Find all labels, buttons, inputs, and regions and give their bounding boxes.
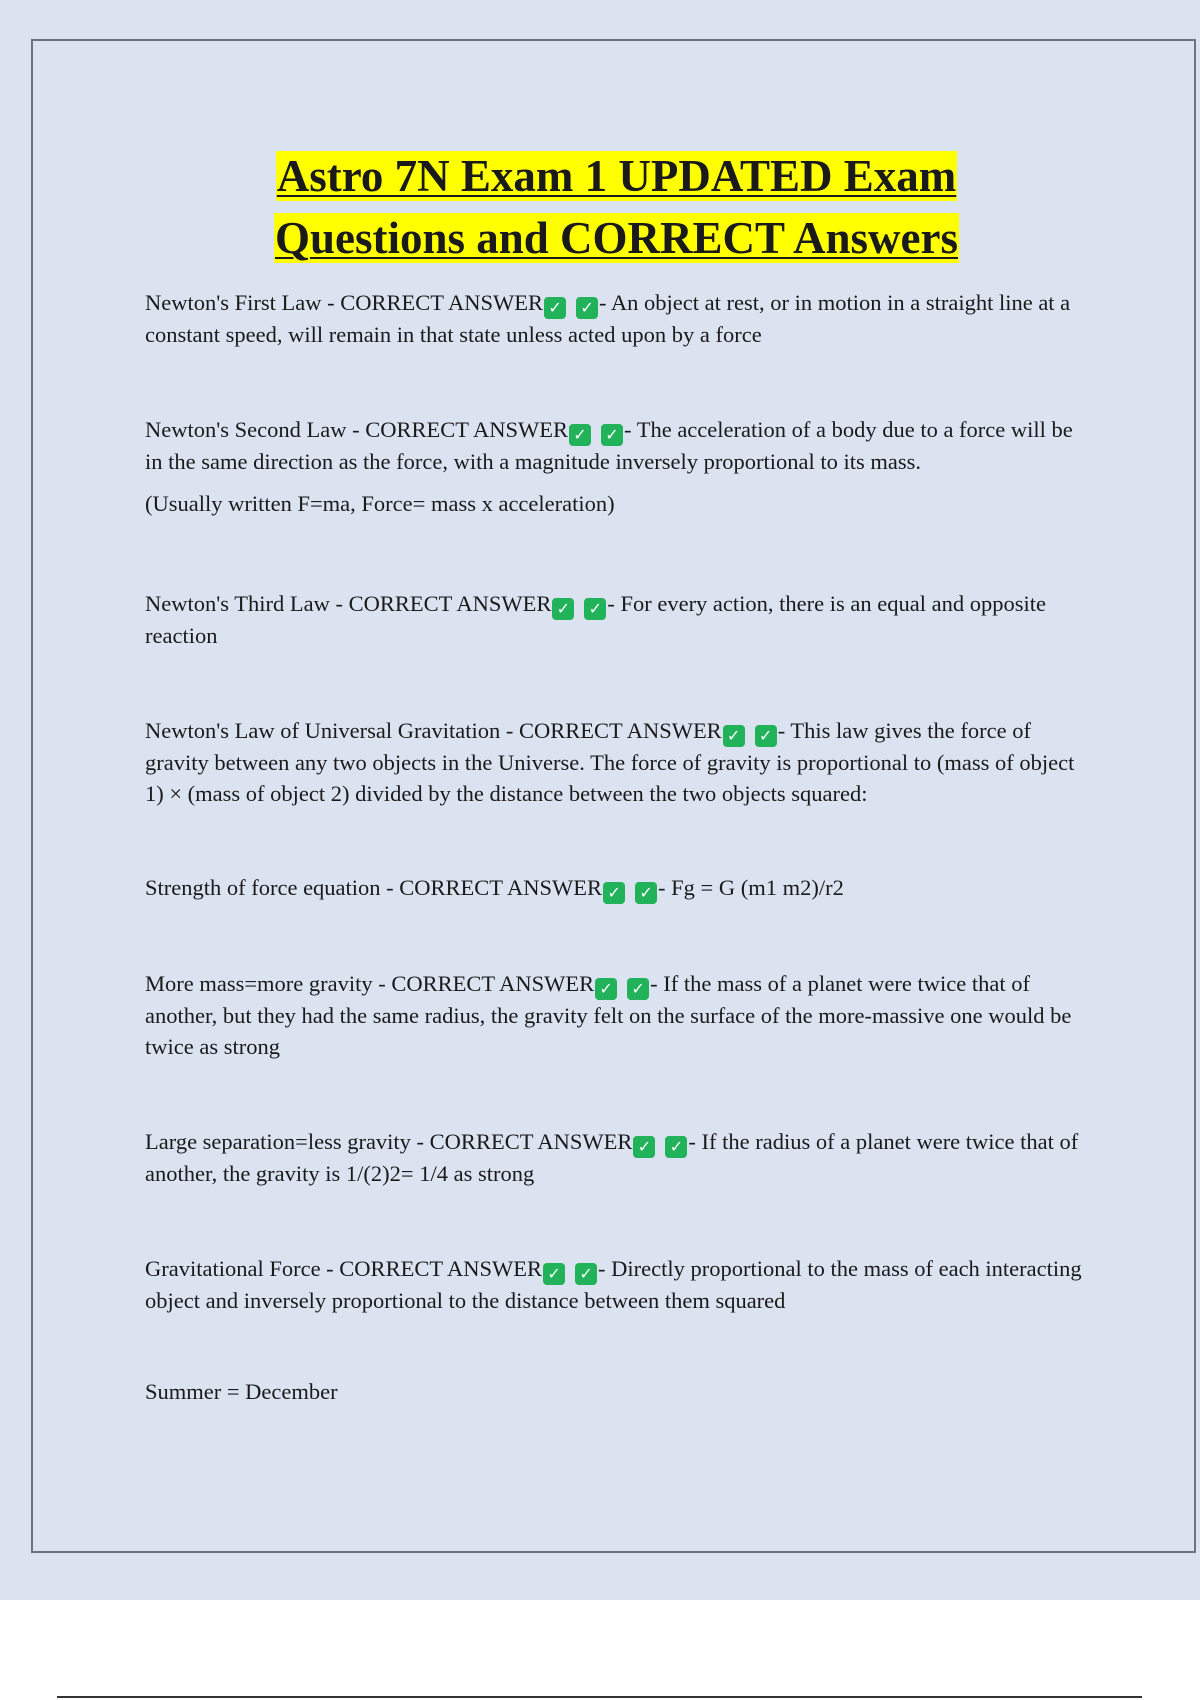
entry-term: More mass=more gravity - CORRECT ANSWER [145, 971, 595, 996]
check-mark-icon: ✓ [544, 297, 566, 319]
entry-term: Newton's Second Law - CORRECT ANSWER [145, 417, 568, 442]
check-mark-icon: ✓ [633, 1136, 655, 1158]
check-mark-icon: ✓ [543, 1263, 565, 1285]
check-mark-icon: ✓ [635, 882, 657, 904]
qa-entry-first-law [145, 287, 1090, 350]
entry-term: Newton's Law of Universal Gravitation - CORRECT ANSWER [145, 718, 722, 743]
qa-entry-force-equation [145, 872, 1090, 904]
entry-answer: - This law gives the force of gravity between any two objects in the Universe. The force of gravity is proportional to (mass of object 1) × (mass of object 2) divided by the distance between the two objects squared: [145, 718, 1075, 806]
check-mark-icon: ✓ [665, 1136, 687, 1158]
entry-answer: - If the radius of a planet were twice that of another, the gravity is 1/(2)2= 1/4 as strong [145, 1129, 1079, 1186]
entry-term: Strength of force equation - CORRECT ANSWER [145, 875, 603, 900]
entry-answer: - The acceleration of a body due to a force will be in the same direction as the force, with a magnitude inversely proportional to its mass. [145, 417, 1073, 474]
check-mark-icon: ✓ [603, 882, 625, 904]
check-mark-icon: ✓ [584, 598, 606, 620]
entry-answer: - Directly proportional to the mass of each interacting object and inversely proportional to the distance between them squared [145, 1256, 1082, 1313]
entry-answer: - An object at rest, or in motion in a straight line at a constant speed, will remain in that state unless acted upon by a force [145, 290, 1071, 347]
check-mark-icon: ✓ [627, 978, 649, 1000]
entry-answer: - If the mass of a planet were twice that of another, but they had the same radius, the gravity felt on the surface of the more-massive one would be twice as strong [145, 971, 1072, 1059]
qa-entry-more-mass [145, 968, 1090, 1062]
entry-term: Newton's Third Law - CORRECT ANSWER [145, 591, 552, 616]
check-mark-icon: ✓ [601, 424, 623, 446]
title-line-2: Questions and CORRECT Answers [274, 213, 959, 263]
entry-term: Gravitational Force - CORRECT ANSWER [145, 1256, 543, 1281]
title-line-1: Astro 7N Exam 1 UPDATED Exam [276, 151, 957, 201]
qa-entry-third-law [145, 588, 1090, 651]
entry-answer: - Fg = G (m1 m2)/r2 [658, 875, 844, 900]
check-mark-icon: ✓ [595, 978, 617, 1000]
entry-term: Newton's First Law - CORRECT ANSWER [145, 290, 544, 315]
check-mark-icon: ✓ [755, 725, 777, 747]
entry-answer: - For every action, there is an equal and opposite reaction [145, 591, 1046, 648]
qa-entry-large-separation [145, 1126, 1090, 1189]
check-mark-icon: ✓ [723, 725, 745, 747]
qa-entry-universal-gravitation [145, 715, 1090, 809]
document-title [0, 145, 1200, 269]
footer-divider [57, 1696, 1142, 1698]
qa-entry-second-law [145, 414, 1090, 477]
check-mark-icon: ✓ [576, 297, 598, 319]
qa-entry-gravitational-force [145, 1253, 1090, 1316]
check-mark-icon: ✓ [575, 1263, 597, 1285]
second-law-note: (Usually written F=ma, Force= mass x acceleration) [145, 491, 615, 516]
entry-term: Large separation=less gravity - CORRECT ANSWER [145, 1129, 633, 1154]
check-mark-icon: ✓ [552, 598, 574, 620]
closing-line: Summer = December [145, 1379, 338, 1404]
check-mark-icon: ✓ [569, 424, 591, 446]
